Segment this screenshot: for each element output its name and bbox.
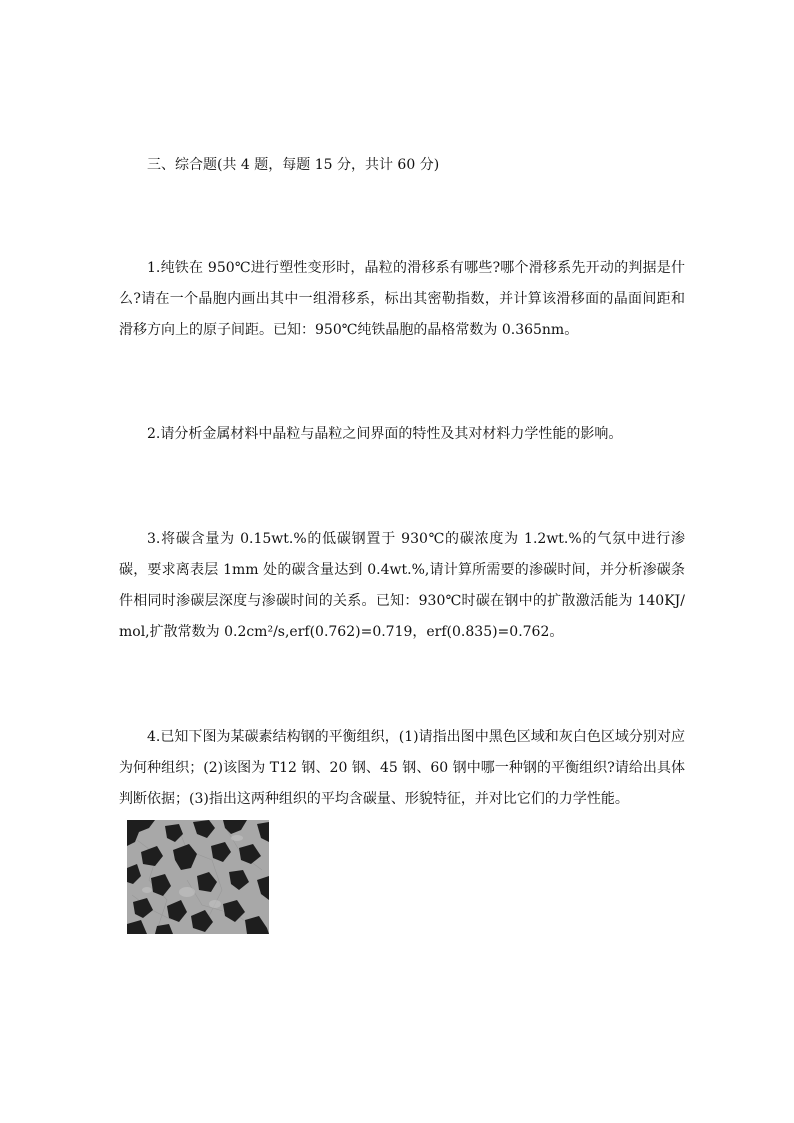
steel-microstructure-image bbox=[127, 820, 269, 934]
question-4: 4.已知下图为某碳素结构钢的平衡组织，(1)请指出图中黑色区域和灰白色区域分别对应为何种组织；(2)该图为 T12 钢、20 钢、45 钢、60 钢中哪一种钢的平衡组织?请给出具体判断依据；(3)指出这两种组织的平均含碳量、形貌特征，并对比它们的力学性能。 bbox=[119, 729, 685, 807]
question-2: 2.请分析金属材料中晶粒与晶粒之间界面的特性及其对材料力学性能的影响。 bbox=[147, 426, 623, 442]
question-3: 3.将碳含量为 0.15wt.%的低碳钢置于 930℃的碳浓度为 1.2wt.%的气氛中进行渗碳，要求离表层 1mm 处的碳含量达到 0.4wt.%,请计算所需要的渗碳时间，并分析渗碳条件相同时渗碳层深度与渗碳时间的关系。已知：930℃时碳在钢中的扩散激活能为 140KJ/mol,扩散常数为 0.2cm²/s,erf(0.762)=0.719，erf(0.835)=0.762。 bbox=[119, 531, 685, 640]
section-title: 三、综合题(共 4 题，每题 15 分，共计 60 分) bbox=[147, 157, 440, 173]
microstructure-drawing bbox=[127, 820, 269, 934]
question-1: 1.纯铁在 950℃进行塑性变形时，晶粒的滑移系有哪些?哪个滑移系先开动的判据是什么?请在一个晶胞内画出其中一组滑移系，标出其密勒指数，并计算该滑移面的晶面间距和滑移方向上的原子间距。已知：950℃纯铁晶胞的晶格常数为 0.365nm。 bbox=[119, 260, 685, 338]
